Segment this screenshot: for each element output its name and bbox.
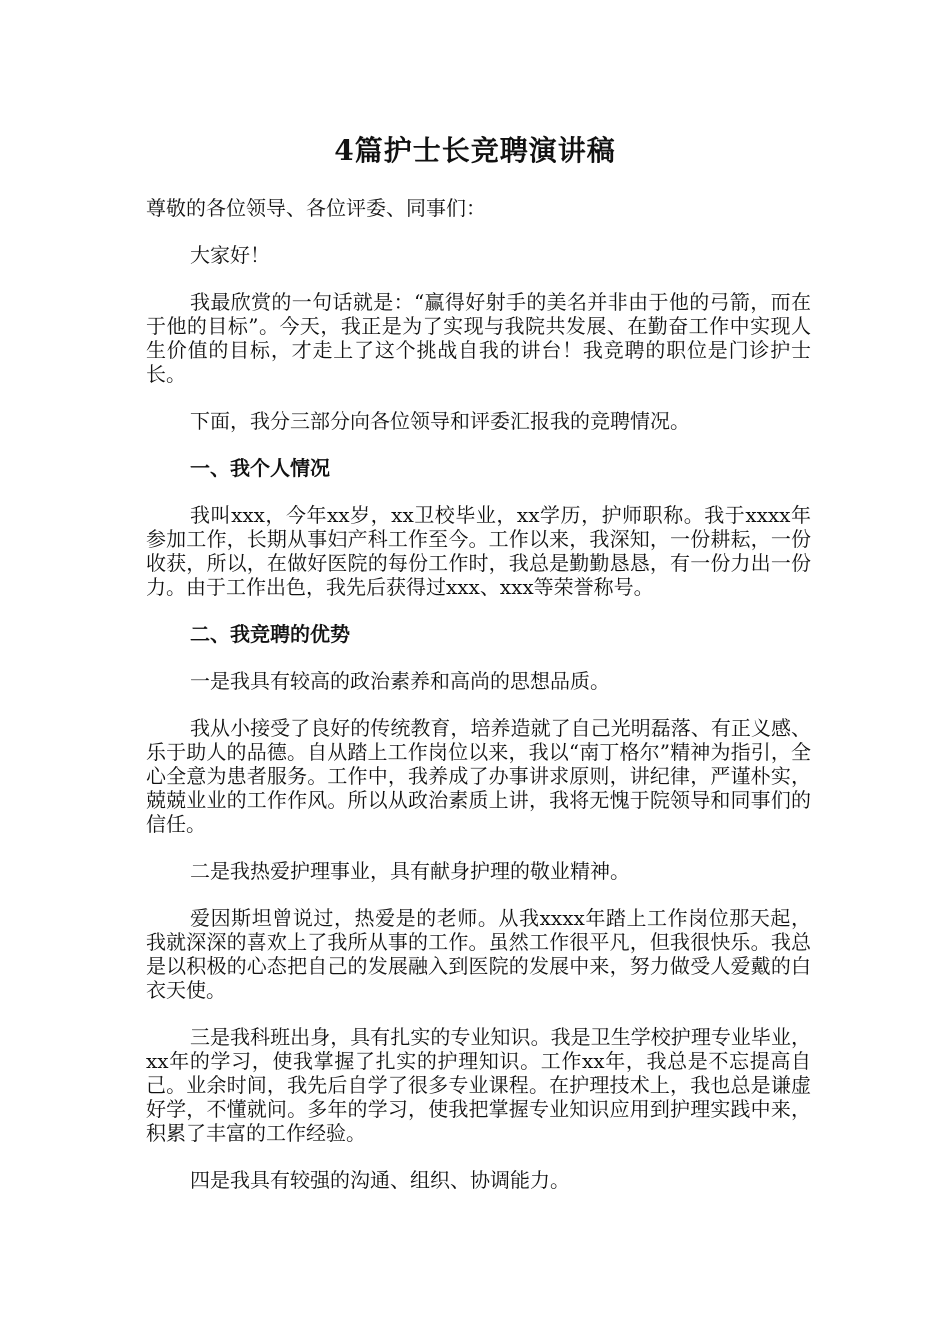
body-paragraph: 四是我具有较强的沟通、组织、协调能力。 <box>190 1168 570 1192</box>
document-body <box>146 196 811 1215</box>
body-paragraph: 爱因斯坦曾说过，热爱是的老师。从我xxxx年踏上工作岗位那天起，我就深深的喜欢上了我所从事的工作。虽然工作很平凡，但我很快乐。我总是以积极的心态把自己的发展融入到医院的发展中来，努力做受人爱戴的白衣天使。 <box>146 906 811 1002</box>
section-heading: 二、我竞聘的优势 <box>190 622 350 646</box>
greeting-paragraph: 大家好！ <box>190 243 270 267</box>
body-paragraph: 我从小接受了良好的传统教育，培养造就了自己光明磊落、有正义感、乐于助人的品德。自从踏上工作岗位以来，我以“南丁格尔”精神为指引，全心全意为患者服务。工作中，我养成了办事讲求原则，讲纪律，严谨朴实，兢兢业业的工作作风。所以从政治素质上讲，我将无愧于院领导和同事们的信任。 <box>146 716 811 836</box>
salutation-paragraph: 尊敬的各位领导、各位评委、同事们： <box>146 196 486 220</box>
body-paragraph: 二是我热爱护理事业，具有献身护理的敬业精神。 <box>190 859 630 883</box>
body-paragraph: 下面，我分三部分向各位领导和评委汇报我的竞聘情况。 <box>190 409 690 433</box>
body-paragraph: 我叫xxx，今年xx岁，xx卫校毕业，xx学历，护师职称。我于xxxx年参加工作，长期从事妇产科工作至今。工作以来，我深知，一份耕耘，一份收获，所以，在做好医院的每份工作时，我总是勤勤恳恳，有一份力出一份力。由于工作出色，我先后获得过xxx、xxx等荣誉称号。 <box>146 503 811 599</box>
document-title: 4篇护士长竞聘演讲稿 <box>334 134 616 167</box>
body-paragraph: 我最欣赏的一句话就是：“赢得好射手的美名并非由于他的弓箭，而在于他的目标”。今天，我正是为了实现与我院共发展、在勤奋工作中实现人生价值的目标，才走上了这个挑战自我的讲台！我竞聘的职位是门诊护士长。 <box>146 290 811 386</box>
body-paragraph: 一是我具有较高的政治素养和高尚的思想品质。 <box>190 669 610 693</box>
body-paragraph: 三是我科班出身，具有扎实的专业知识。我是卫生学校护理专业毕业，xx年的学习，使我掌握了扎实的护理知识。工作xx年，我总是不忘提高自己。业余时间，我先后自学了很多专业课程。在护理技术上，我也总是谦虚好学，不懂就问。多年的学习，使我把掌握专业知识应用到护理实践中来，积累了丰富的工作经验。 <box>146 1025 811 1145</box>
section-heading: 一、我个人情况 <box>190 456 330 480</box>
